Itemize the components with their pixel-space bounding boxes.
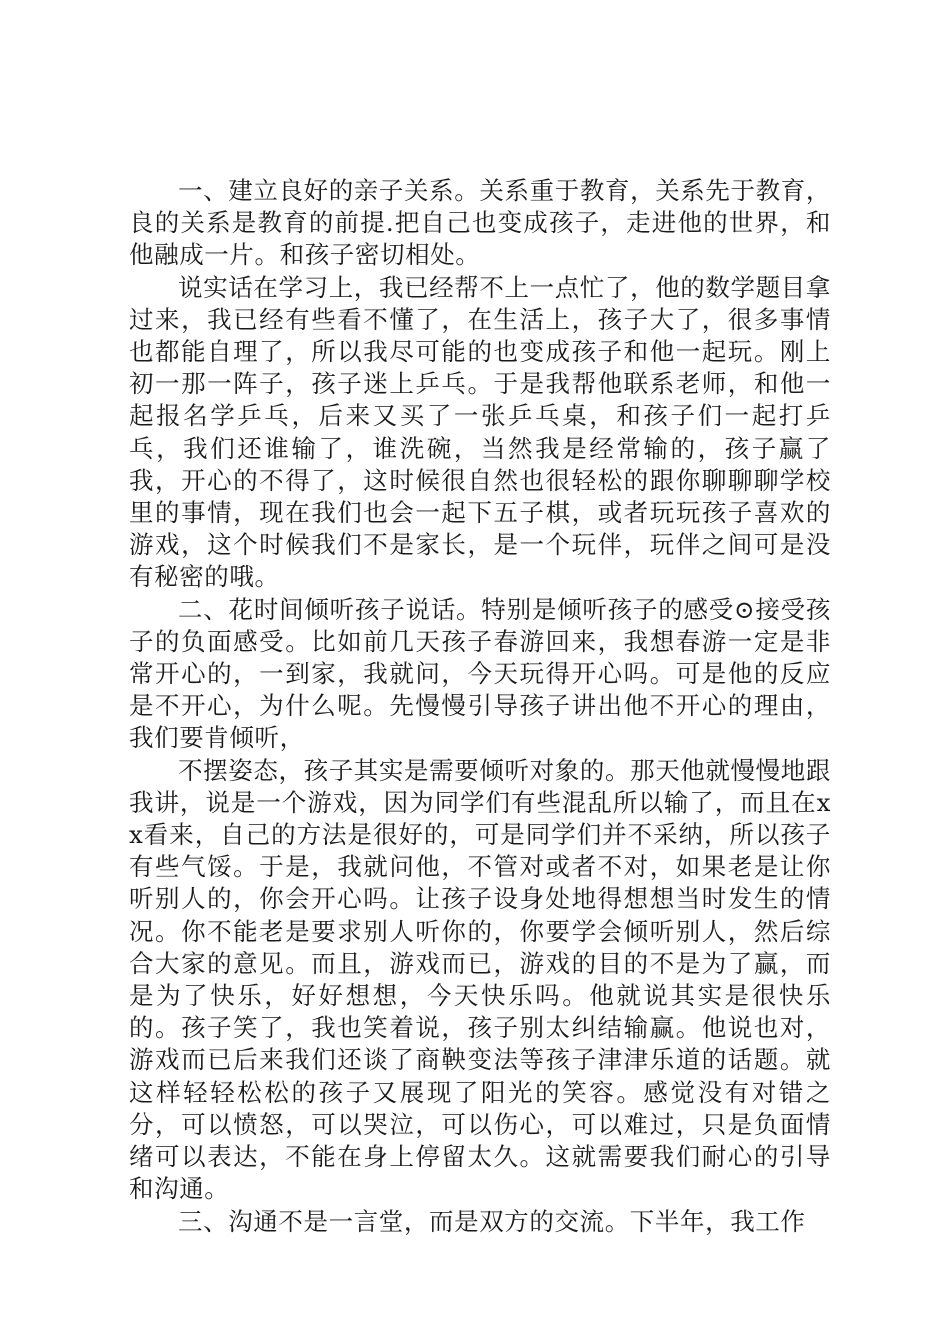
paragraph-5: 三、沟通不是一言堂，而是双方的交流。下半年，我工作 [178, 1206, 806, 1236]
paragraph-2: 说实话在学习上，我已经帮不上一点忙了，他的数学题目拿过来，我已经有些看不懂了，在生活上，孩子大了，很多事情也都能自理了，所以我尽可能的也变成孩子和他一起玩。刚上初一那一阵子，孩子迷上乒乓。于是我帮他联系老师，和他一起报名学乒乓，后来又买了一张乒乓桌，和孩子们一起打乒乓，我们还谁输了，谁洗碗，当然我是经常输的，孩子赢了我，开心的不得了，这时候很自然也很轻松的跟你聊聊聊学校里的事情，现在我们也会一起下五子棋，或者玩玩孩子喜欢的游戏，这个时候我们不是家长，是一个玩伴，玩伴之间可是没有秘密的哦。 [129, 272, 831, 592]
paragraph-4: 不摆姿态，孩子其实是需要倾听对象的。那天他就慢慢地跟我讲，说是一个游戏，因为同学们有些混乱所以输了，而且在xx看来，自己的方法是很好的，可是同学们并不采纳，所以孩子有些气馁。于是，我就问他，不管对或者不对，如果老是让你听别人的，你会开心吗。让孩子设身处地得想想当时发生的情况。你不能老是要求别人听你的，你要学会倾听别人，然后综合大家的意见。而且，游戏而已，游戏的目的不是为了赢，而是为了快乐，好好想想，今天快乐吗。他就说其实是很快乐的。孩子笑了，我也笑着说，孩子别太纠结输赢。他说也对，游戏而已后来我们还谈了商鞅变法等孩子津津乐道的话题。就这样轻轻松松的孩子又展现了阳光的笑容。感觉没有对错之分，可以愤怒，可以哭泣，可以伤心，可以难过，只是负面情绪可以表达，不能在身上停留太久。这就需要我们耐心的引导和沟通。 [129, 755, 831, 1204]
document-body [129, 175, 831, 1238]
paragraph-1: 一、建立良好的亲子关系。关系重于教育，关系先于教育，良的关系是教育的前提.把自己也变成孩子，走进他的世界，和他融成一片。和孩子密切相处。 [129, 176, 831, 270]
paragraph-3: 二、花时间倾听孩子说话。特别是倾听孩子的感受⊙接受孩子的负面感受。比如前几天孩子春游回来，我想春游一定是非常开心的，一到家，我就问，今天玩得开心吗。可是他的反应是不开心，为什么呢。先慢慢引导孩子讲出他不开心的理由，我们要肯倾听， [129, 594, 831, 753]
